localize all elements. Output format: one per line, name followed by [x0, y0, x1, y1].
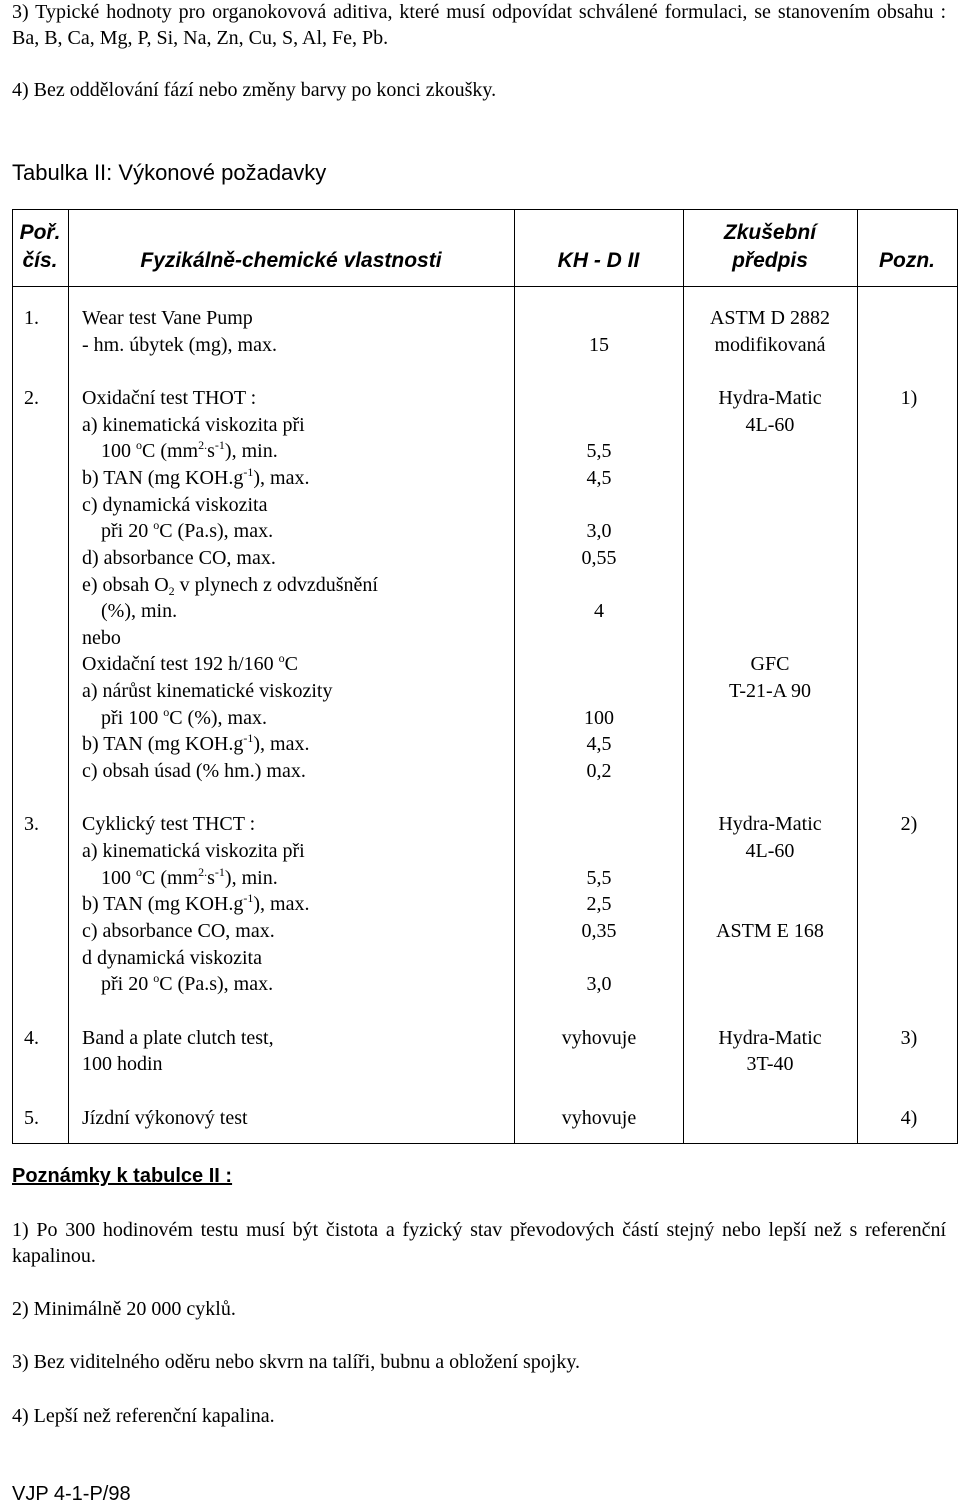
value-cell: 15 [589, 334, 609, 356]
property-line: b) TAN (mg $KOH.g^{-1}$), max. [82, 891, 310, 915]
row-number: 3. [24, 813, 39, 835]
property-line: při 20 $^o$C (Pa.s), max. [101, 971, 274, 995]
header-no-line1: Poř. [19, 221, 61, 244]
property-line: nebo [82, 627, 121, 649]
property-line: a) kinematická viskozita při [82, 414, 305, 436]
value-cell: 0,55 [581, 547, 617, 569]
value-cell: vyhovuje [561, 1107, 637, 1129]
note-reference: 2) [900, 813, 918, 835]
value-cell: vyhovuje [561, 1027, 637, 1049]
paragraph-3: 3) Typické hodnoty pro organokovová aditiva, které musí odpovídat schválené formulaci, se stanovením obsahu : Ba, B, Ca, Mg, P, Si, Na, Zn, Cu, S, Al, Fe, Pb. [12, 1, 946, 49]
property-line: 100 $^o$C $(mm^{2.}s^{-1})$, min. [101, 438, 278, 462]
value-cell: 5,5 [586, 440, 612, 462]
table-bottom-border [12, 1143, 958, 1144]
property-line: b) TAN (mg $KOH.g^{-1}$), max. [82, 731, 310, 755]
property-line: Jízdní výkonový test [82, 1107, 248, 1129]
test-method: 3T-40 [746, 1053, 794, 1075]
table-title: Tabulka II: Výkonové požadavky [12, 160, 327, 185]
header-property: Fyzikálně-chemické vlastnosti [140, 249, 442, 272]
test-method: modifikovaná [714, 334, 826, 356]
test-method: 4L-60 [745, 414, 795, 436]
value-cell: 4,5 [586, 467, 612, 489]
test-method: Hydra-Matic [718, 813, 822, 835]
notes-title: Poznámky k tabulce II : [12, 1165, 233, 1187]
property-line: b) TAN (mg $KOH.g^{-1}$), max. [82, 465, 310, 489]
value-cell: 0,35 [581, 920, 617, 942]
value-cell: 5,5 [586, 867, 612, 889]
property-line: d) absorbance CO, max. [82, 547, 276, 569]
test-method: GFC [750, 653, 790, 675]
table-top-border [12, 209, 958, 210]
row-number: 5. [24, 1107, 39, 1129]
note-4: 4) Lepší než referenční kapalina. [12, 1405, 275, 1427]
property-line: při 100 $^o$C (%), max. [101, 705, 267, 729]
note-2: 2) Minimálně 20 000 cyklů. [12, 1298, 236, 1320]
value-cell: 4,5 [586, 733, 612, 755]
document-code: VJP 4-1-P/98 [12, 1483, 131, 1505]
row-number: 2. [24, 387, 39, 409]
property-line: (%), min. [101, 600, 178, 622]
table-left-border [12, 209, 13, 1144]
header-note: Pozn. [879, 249, 935, 272]
value-cell: 0,2 [586, 760, 612, 782]
test-method: Hydra-Matic [718, 387, 822, 409]
note-reference: 4) [900, 1107, 918, 1129]
value-cell: 100 [584, 707, 614, 729]
property-line: a) kinematická viskozita při [82, 840, 305, 862]
note-1: 1) Po 300 hodinovém testu musí být čistota a fyzický stav převodových částí stejný nebo lepší než s referenční kapalinou. [12, 1219, 946, 1267]
property-line: Oxidační test 192 h/160 $^o$C [82, 651, 298, 675]
value-cell: 4 [594, 600, 604, 622]
property-line: - hm. úbytek (mg), max. [82, 334, 277, 356]
property-line: 100 hodin [82, 1053, 163, 1075]
test-method: 4L-60 [745, 840, 795, 862]
header-value: KH - D II [557, 249, 640, 272]
value-cell: 3,0 [586, 973, 612, 995]
test-method: ASTM E 168 [716, 920, 824, 942]
test-method: Hydra-Matic [718, 1027, 822, 1049]
header-test-line2: předpis [732, 249, 808, 272]
column-divider [68, 209, 69, 1144]
property-line: při 20 $^o$C (Pa.s), max. [101, 518, 274, 542]
property-line: c) absorbance CO, max. [82, 920, 275, 942]
row-number: 1. [24, 307, 39, 329]
paragraph-4: 4) Bez oddělování fází nebo změny barvy po konci zkoušky. [12, 79, 497, 101]
note-reference: 3) [900, 1027, 918, 1049]
property-line: Wear test Vane Pump [82, 307, 253, 329]
table-header-border [12, 286, 958, 287]
property-line: Oxidační test THOT : [82, 387, 257, 409]
column-divider [514, 209, 515, 1144]
test-method: T-21-A 90 [728, 680, 812, 702]
value-cell: 3,0 [586, 520, 612, 542]
property-line: Cyklický test THCT : [82, 813, 256, 835]
note-reference: 1) [900, 387, 918, 409]
property-line: Band a plate clutch test, [82, 1027, 274, 1049]
column-divider [857, 209, 858, 1144]
note-3: 3) Bez viditelného oděru nebo skvrn na talíři, bubnu a obložení spojky. [12, 1351, 581, 1373]
property-line: 100 $^o$C $(mm^{2.}s^{-1})$, min. [101, 865, 278, 889]
table-right-border [957, 209, 958, 1144]
header-test-line1: Zkušební [723, 221, 817, 244]
header-no-line2: čís. [22, 249, 58, 272]
value-cell: 2,5 [586, 893, 612, 915]
test-method: ASTM D 2882 [709, 307, 830, 329]
property-line: d dynamická viskozita [82, 947, 262, 969]
property-line: a) nárůst kinematické viskozity [82, 680, 333, 702]
property-line: e) obsah $O_2$ v plynech z odvzdušnění [82, 574, 378, 598]
row-number: 4. [24, 1027, 39, 1049]
property-line: c) dynamická viskozita [82, 494, 268, 516]
property-line: c) obsah úsad (% hm.) max. [82, 760, 306, 782]
